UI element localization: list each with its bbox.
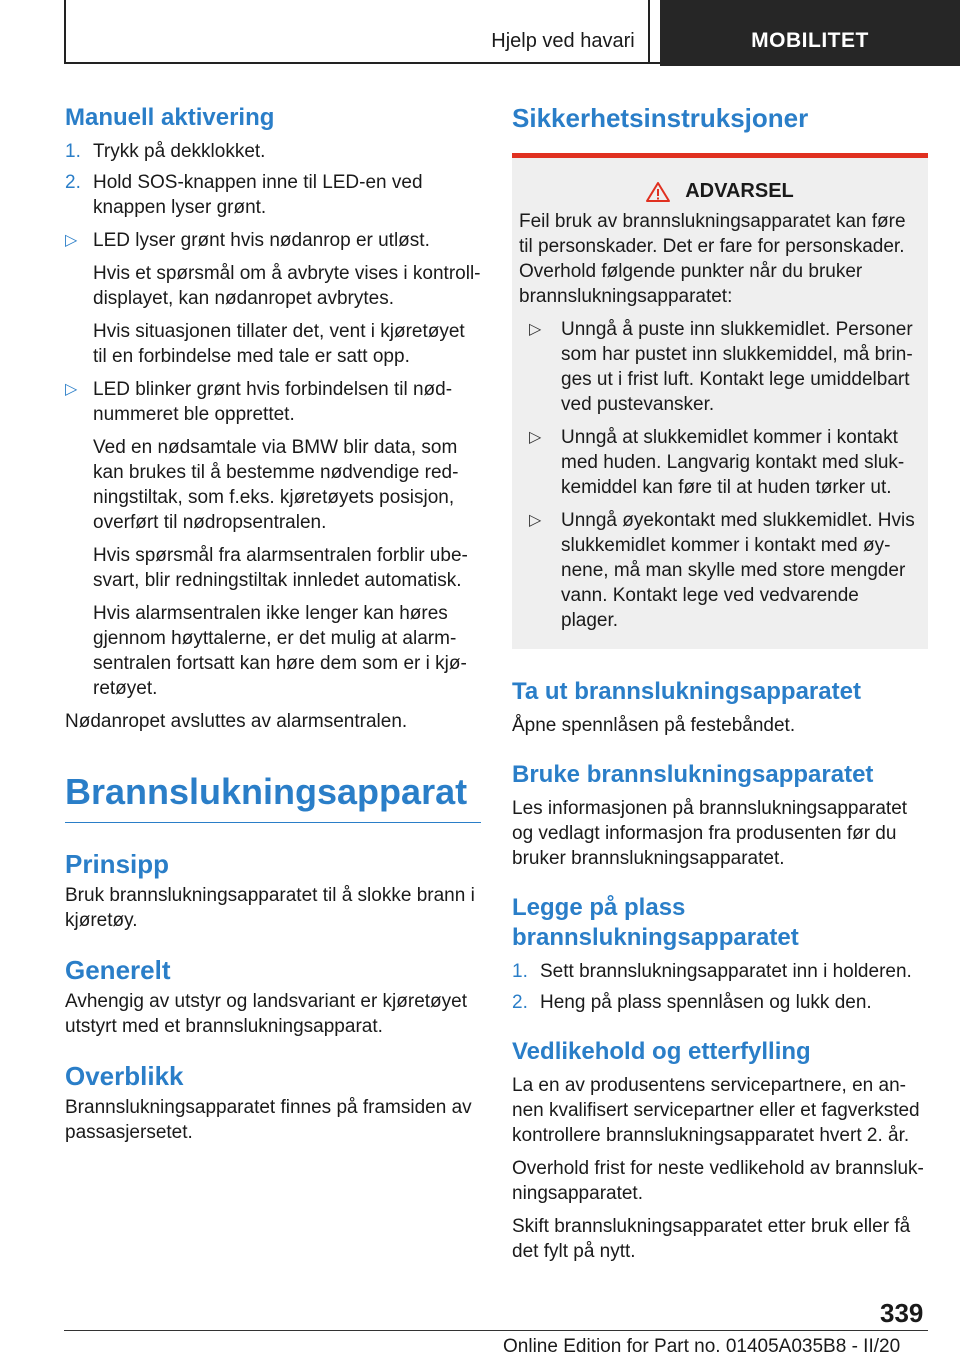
bullet-paragraph: Hvis spørsmål fra alarmsentralen forblir ube-svart, blir redningstiltak innledet automatisk. — [93, 545, 468, 591]
warning-bullet-text: Unngå at slukkemidlet kommer i kontakt med huden. Langvarig kontakt med sluk-kemiddel kan føre til at huden tørker ut. — [561, 427, 905, 498]
bullet-item — [65, 228, 481, 253]
triangle-bullet-icon: ▷ — [65, 232, 78, 249]
generelt-heading: Generelt — [65, 955, 171, 985]
warning-bullet-item — [519, 317, 920, 417]
list-item — [65, 170, 481, 220]
header-section-title: Hjelp ved havari — [491, 30, 635, 52]
bullet-paragraph: Hvis et spørsmål om å avbryte vises i kontroll-displayet, kan nødanropet avbrytes. — [93, 263, 481, 309]
left-column — [65, 95, 481, 1145]
bullet-item — [65, 377, 481, 427]
maintenance-text: La en av produsentens servicepartnere, en an-nen kvalifisert servicepartner eller et fagverksted kontrollere brannslukningsapparatet hvert 2. år. — [512, 1075, 920, 1146]
manual-activation-heading: Manuell aktivering — [65, 104, 275, 131]
warning-bullet-item — [519, 425, 920, 500]
footer-edition: Online Edition for Part no. 01405A035B8 - II/20 — [503, 1336, 901, 1357]
bullet-paragraph: Ved en nødsamtale via BMW blir data, som kan brukes til å bestemme nødvendige red-ningstiltak, som f.eks. kjøretøyets posisjon, overført til nødropsentralen. — [93, 437, 459, 533]
warning-triangle-icon — [645, 181, 671, 203]
bullet-text: LED blinker grønt hvis forbindelsen til nød-nummeret ble opprettet. — [93, 379, 453, 425]
end-paragraph: Nødanropet avsluttes av alarmsentralen. — [65, 711, 408, 732]
list-item-text: Heng på plass spennlåsen og lukk den. — [540, 992, 872, 1013]
warning-bullet-text: Unngå å puste inn slukkemidlet. Personer som har pustet inn slukkemiddel, må brin-ges ut i frist luft. Kontakt lege umiddelbart ved pustevansker. — [561, 319, 913, 415]
list-item — [65, 139, 481, 164]
triangle-bullet-icon: ▷ — [65, 381, 78, 398]
overblikk-heading: Overblikk — [65, 1061, 184, 1091]
warning-text: Feil bruk av brannslukningsapparatet kan føre til personskader. Det er fare for personskader. Overhold følgende punkter når du bruker brannslukningsapparatet: — [519, 211, 906, 307]
place-heading: Legge på plass brannslukningsapparatet — [512, 894, 799, 951]
list-number: 1. — [512, 961, 528, 982]
list-item-text: Trykk på dekklokket. — [93, 141, 266, 162]
list-number: 2. — [65, 172, 81, 193]
overblikk-text: Brannslukningsapparatet finnes på framsiden av passasjersetet. — [65, 1097, 472, 1143]
list-item — [512, 990, 928, 1015]
warning-bullet-text: Unngå øyekontakt med slukkemidlet. Hvis slukkemidlet kommer i kontakt med øy-nene, må man skylle med store mengder vann. Kontakt lege ved vedvarende plager. — [561, 510, 915, 631]
warning-label: ADVARSEL — [685, 180, 794, 202]
warning-bullet-item — [519, 508, 920, 633]
prinsipp-heading: Prinsipp — [65, 849, 170, 879]
list-item-text: Sett brannslukningsapparatet inn i holderen. — [540, 961, 912, 982]
bullet-paragraph: Hvis situasjonen tillater det, vent i kjøretøyet til en forbindelse med tale er satt opp. — [93, 321, 465, 367]
page-number: 339 — [880, 1298, 924, 1328]
generelt-text: Avhengig av utstyr og landsvariant er kjøretøyet utstyrt med et brannslukningsapparat. — [65, 991, 468, 1037]
maintenance-text: Overhold frist for neste vedlikehold av brannsluk-ningsapparatet. — [512, 1158, 924, 1204]
safety-heading: Sikkerhetsinstruksjoner — [512, 103, 809, 133]
use-heading: Bruke brannslukningsapparatet — [512, 761, 874, 788]
bullet-paragraph: Hvis alarmsentralen ikke lenger kan høres gjennom høyttalerne, er det mulig at alarm-sentralen fortsatt kan høre dem som er i kjø-retøyet. — [93, 603, 467, 699]
list-number: 2. — [512, 992, 528, 1013]
maintenance-heading: Vedlikehold og etterfylling — [512, 1038, 811, 1065]
header-chapter-tab: MOBILITET — [660, 0, 960, 66]
takeout-heading: Ta ut brannslukningsapparatet — [512, 678, 861, 705]
list-number: 1. — [65, 141, 81, 162]
right-column — [512, 95, 928, 1264]
triangle-bullet-icon: ▷ — [529, 512, 542, 529]
triangle-bullet-icon: ▷ — [529, 429, 542, 446]
prinsipp-text: Bruk brannslukningsapparatet til å slokke brann i kjøretøy. — [65, 885, 475, 931]
takeout-text: Åpne spennlåsen på festebåndet. — [512, 715, 796, 736]
header-divider — [648, 0, 650, 64]
list-item-text: Hold SOS-knappen inne til LED-en ved knappen lyser grønt. — [93, 172, 423, 218]
bullet-text: LED lyser grønt hvis nødanrop er utløst. — [93, 230, 430, 251]
maintenance-text: Skift brannslukningsapparatet etter bruk eller få det fylt på nytt. — [512, 1216, 911, 1262]
warning-box — [512, 158, 928, 649]
heading-rule — [65, 822, 481, 823]
triangle-bullet-icon: ▷ — [529, 321, 542, 338]
list-item — [512, 959, 928, 984]
main-heading: Brannslukningsapparat — [65, 771, 468, 812]
warning-header — [519, 180, 920, 203]
footer-rule — [64, 1330, 928, 1331]
use-text: Les informasjonen på brannslukningsapparatet og vedlagt informasjon fra produsenten før du bruker brannslukningsapparatet. — [512, 798, 908, 869]
